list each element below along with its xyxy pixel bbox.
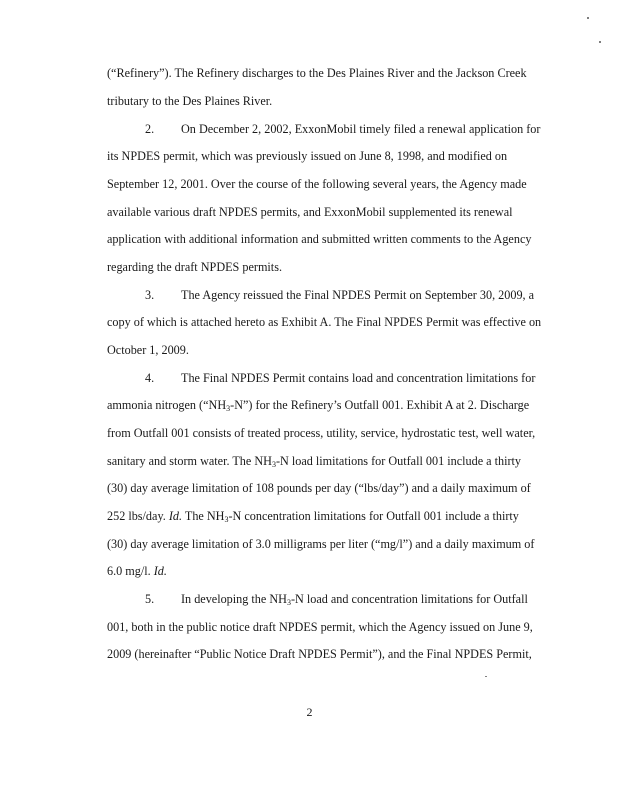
text-line: (“Refinery”). The Refinery discharges to the Des Plaines River and the Jackson Creek <box>107 66 527 80</box>
text-line: 001, both in the public notice draft NPDES permit, which the Agency issued on June 9, <box>107 620 533 634</box>
paragraph-4-first-line <box>145 371 535 385</box>
paragraph-number: 3. <box>145 288 155 302</box>
citation-id: Id. <box>153 564 167 578</box>
text-line: copy of which is attached hereto as Exhibit A. The Final NPDES Permit was effective on <box>107 315 542 329</box>
text-run: -N concentration limitations for Outfall 001 include a thirty <box>228 509 519 523</box>
text-line: September 12, 2001. Over the course of the following several years, the Agency made <box>107 177 527 191</box>
text-line: October 1, 2009. <box>107 343 189 357</box>
text-run: 6.0 mg/l. <box>107 564 154 578</box>
text-line: On December 2, 2002, ExxonMobil timely filed a renewal application for <box>181 122 541 136</box>
text-line: available various draft NPDES permits, and ExxonMobil supplemented its renewal <box>107 205 513 219</box>
paragraph-number: 2. <box>145 122 155 136</box>
subscript: 3 <box>286 598 291 607</box>
text-run: 252 lbs/day. <box>107 509 169 523</box>
text-run: ammonia nitrogen (“NH <box>107 398 227 412</box>
text-line <box>107 564 167 578</box>
text-line: its NPDES permit, which was previously issued on June 8, 1998, and modified on <box>107 149 508 163</box>
text-line: The Final NPDES Permit contains load and concentration limitations for <box>181 371 536 385</box>
text-line: (30) day average limitation of 108 pounds per day (“lbs/day”) and a daily maximum of <box>107 481 531 495</box>
paragraph-3-first-line <box>145 288 534 302</box>
text-line: from Outfall 001 consists of treated process, utility, service, hydrostatic test, well water, <box>107 426 536 440</box>
paragraph-number: 5. <box>145 592 155 606</box>
text-run: -N load limitations for Outfall 001 include a thirty <box>275 454 522 468</box>
text-line: The Agency reissued the Final NPDES Permit on September 30, 2009, a <box>181 288 535 302</box>
text-run: In developing the NH <box>181 592 287 606</box>
scan-speck <box>599 41 601 43</box>
text-run: The NH <box>182 509 225 523</box>
text-line: 2009 (hereinafter “Public Notice Draft NPDES Permit”), and the Final NPDES Permit, <box>107 647 532 661</box>
text-run: -N load and concentration limitations for Outfall <box>290 592 528 606</box>
text-line <box>107 509 519 523</box>
text-line: (30) day average limitation of 3.0 milligrams per liter (“mg/l”) and a daily maximum of <box>107 537 535 551</box>
paragraph-5-first-line <box>145 592 528 606</box>
page-number: 2 <box>306 705 313 719</box>
text-line: regarding the draft NPDES permits. <box>107 260 282 274</box>
text-line <box>107 398 529 412</box>
citation-id: Id. <box>168 509 183 523</box>
scan-speck <box>485 676 487 677</box>
subscript: 3 <box>226 404 231 413</box>
text-line: application with additional information and submitted written comments to the Agency <box>107 232 532 246</box>
text-run: -N”) for the Refinery’s Outfall 001. Exhibit A at 2. Discharge <box>230 398 530 412</box>
subscript: 3 <box>271 460 276 469</box>
paragraph-number: 4. <box>145 371 155 385</box>
paragraph-2-first-line <box>145 122 540 136</box>
text-line <box>107 454 521 468</box>
text-line: tributary to the Des Plaines River. <box>107 94 273 108</box>
subscript: 3 <box>224 515 229 524</box>
text-run: sanitary and storm water. The NH <box>107 454 272 468</box>
scan-speck <box>587 17 589 19</box>
